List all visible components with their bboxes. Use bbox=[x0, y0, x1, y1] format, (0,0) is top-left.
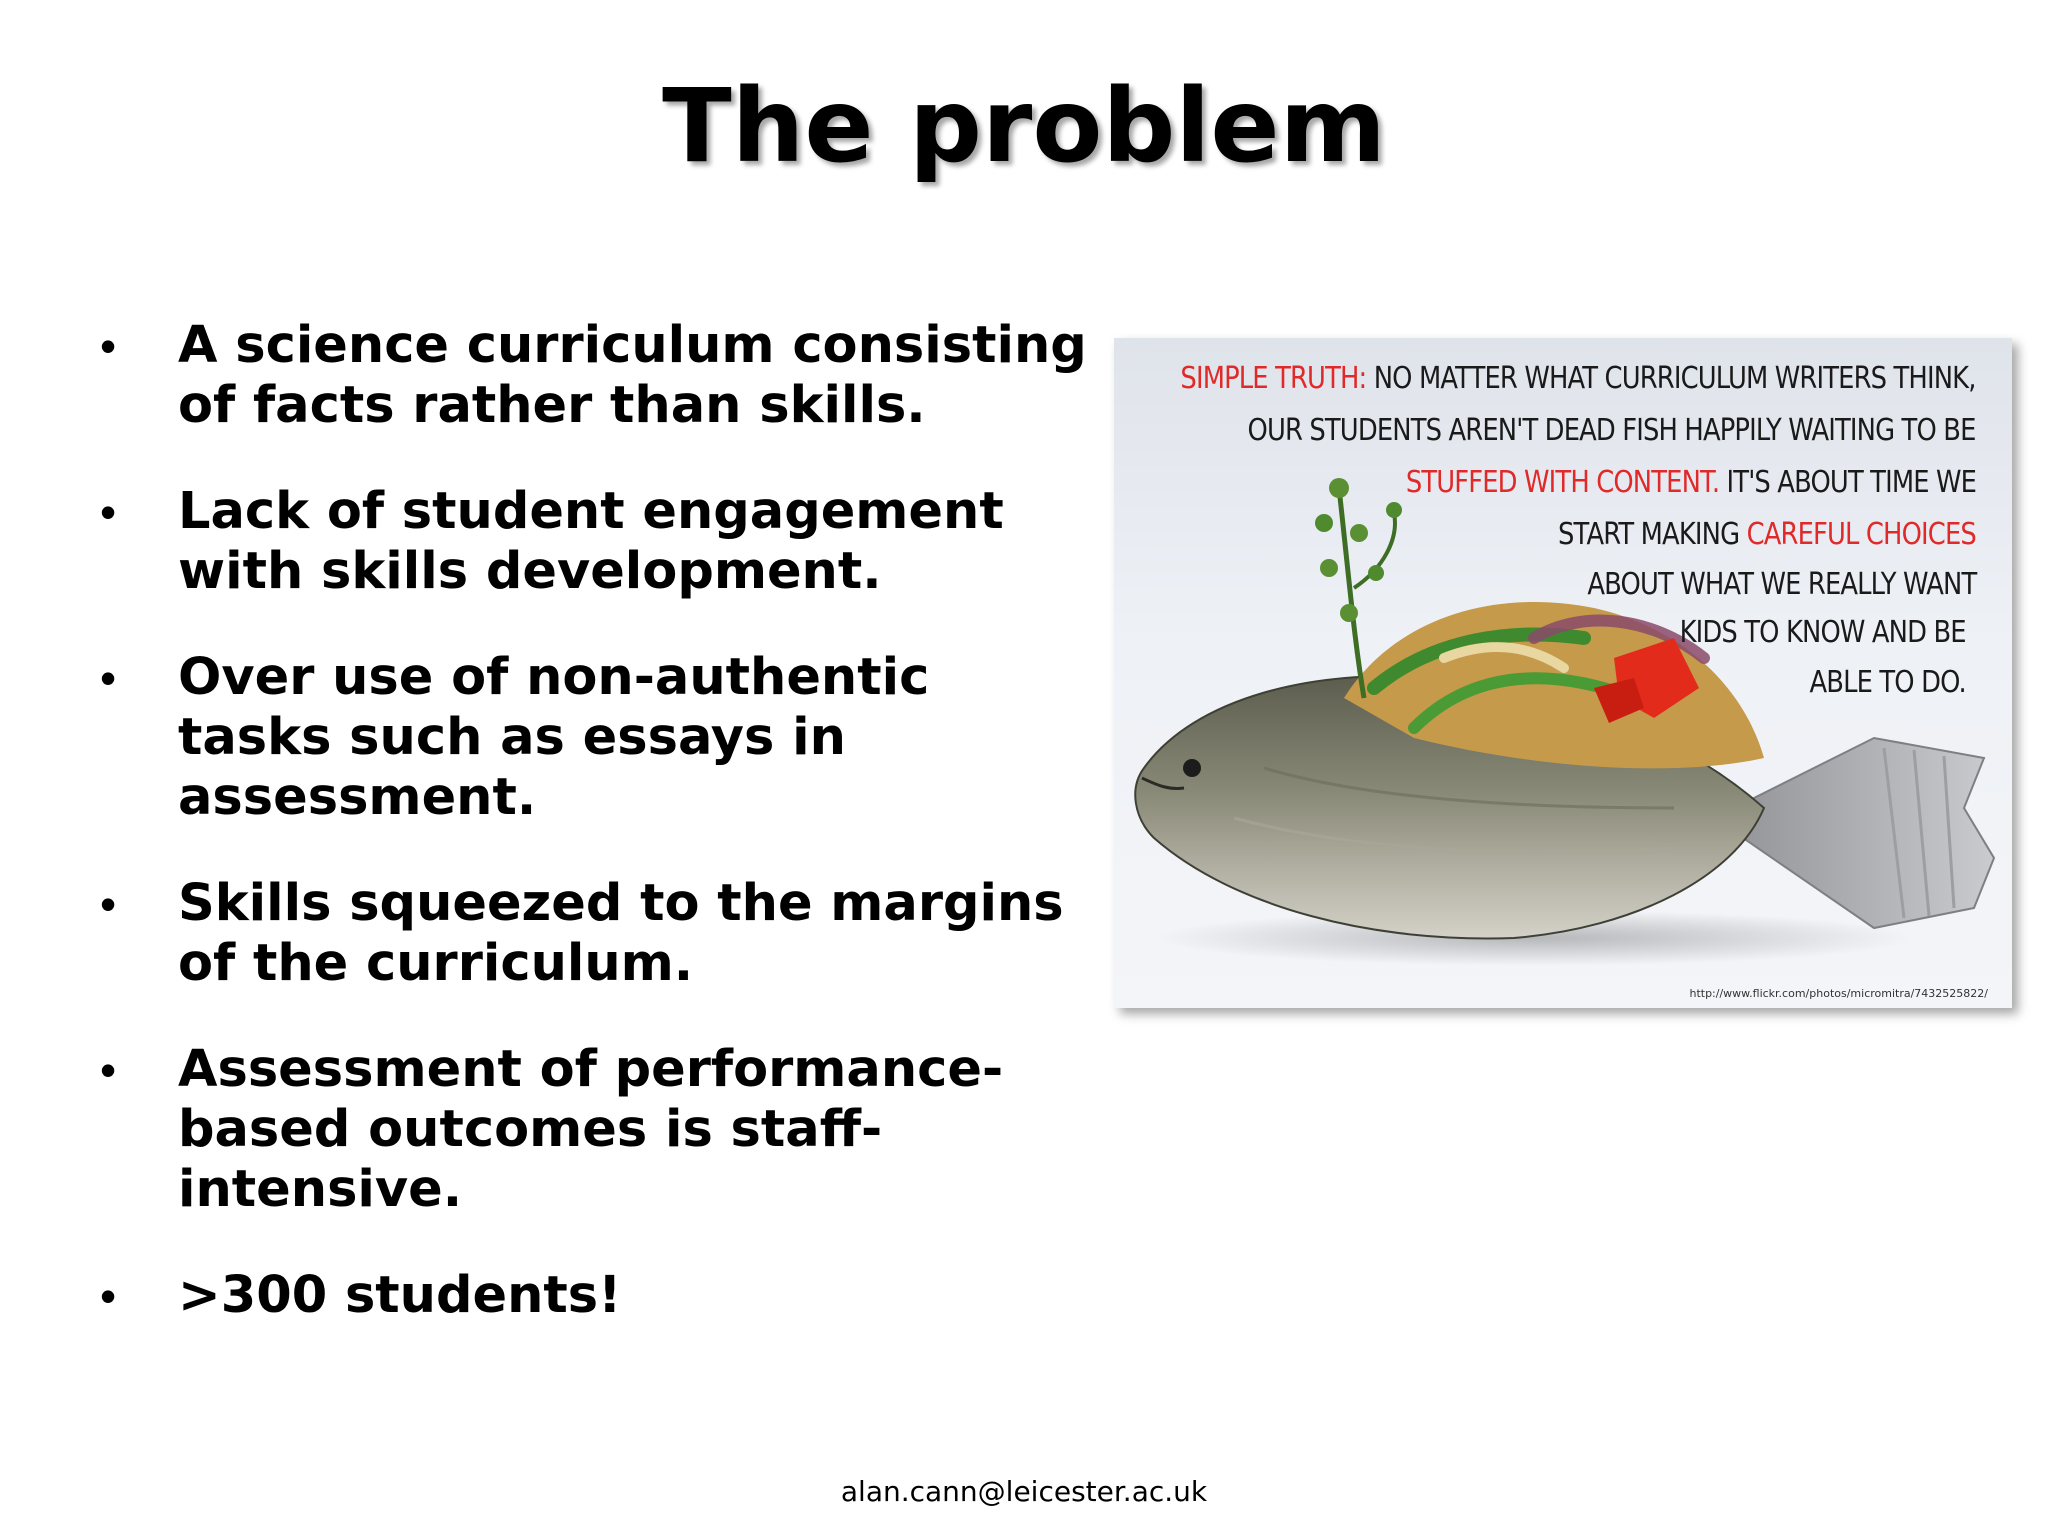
bullet-item bbox=[92, 316, 1092, 436]
quote-text: START MAKING bbox=[1558, 517, 1747, 552]
quote-text: ABOUT WHAT WE REALLY WANT bbox=[1586, 567, 1976, 602]
image-credit: http://www.flickr.com/photos/micromitra/7432525822/ bbox=[1689, 987, 1988, 1000]
quote-line bbox=[1558, 516, 1976, 554]
quote-line bbox=[1680, 614, 1966, 652]
footer-email: alan.cann@leicester.ac.uk bbox=[840, 1475, 1208, 1508]
bullet-text: A science curriculum consisting of facts rather than skills. bbox=[178, 316, 1087, 435]
bullet-marker: • bbox=[100, 486, 117, 538]
bullet-text: Assessment of performance-based outcomes is staff-intensive. bbox=[178, 1040, 1004, 1219]
quote-text: OUR STUDENTS AREN'T DEAD FISH HAPPILY WAITING TO BE bbox=[1247, 413, 1976, 448]
quote-red-text: STUFFED WITH CONTENT. bbox=[1405, 465, 1720, 500]
quote-red-text: SIMPLE TRUTH: bbox=[1180, 361, 1367, 396]
bullet-item bbox=[92, 482, 1092, 602]
bullet-list bbox=[92, 316, 1092, 1372]
bullet-marker: • bbox=[100, 320, 117, 372]
quote-text: KIDS TO KNOW AND BE bbox=[1679, 615, 1966, 650]
bullet-item bbox=[92, 874, 1092, 994]
bullet-marker: • bbox=[100, 1044, 117, 1096]
quote-line bbox=[1810, 664, 1966, 702]
stuffed-fish-image bbox=[1114, 338, 2012, 1008]
bullet-marker: • bbox=[100, 878, 117, 930]
bullet-text: >300 students! bbox=[178, 1266, 622, 1325]
bullet-text: Over use of non-authentic tasks such as essays in assessment. bbox=[178, 648, 930, 827]
quote-line bbox=[1248, 412, 1976, 450]
bullet-marker: • bbox=[100, 652, 117, 704]
quote-red-text: CAREFUL CHOICES bbox=[1746, 517, 1976, 552]
bullet-item bbox=[92, 648, 1092, 828]
bullet-text: Skills squeezed to the margins of the curriculum. bbox=[178, 874, 1064, 993]
bullet-item bbox=[92, 1040, 1092, 1220]
quote-line bbox=[1406, 464, 1976, 502]
bullet-text: Lack of student engagement with skills development. bbox=[178, 482, 1004, 601]
bullet-marker: • bbox=[100, 1270, 117, 1322]
quote-text: ABLE TO DO. bbox=[1809, 665, 1966, 700]
quote-text: NO MATTER WHAT CURRICULUM WRITERS THINK, bbox=[1366, 361, 1976, 396]
quote-line bbox=[1181, 360, 1976, 398]
bullet-item bbox=[92, 1266, 1092, 1326]
slide-title: The problem bbox=[662, 67, 1386, 186]
quote-line bbox=[1587, 566, 1976, 604]
fish-eye bbox=[1183, 759, 1201, 777]
quote-text: IT'S ABOUT TIME WE bbox=[1719, 465, 1976, 500]
